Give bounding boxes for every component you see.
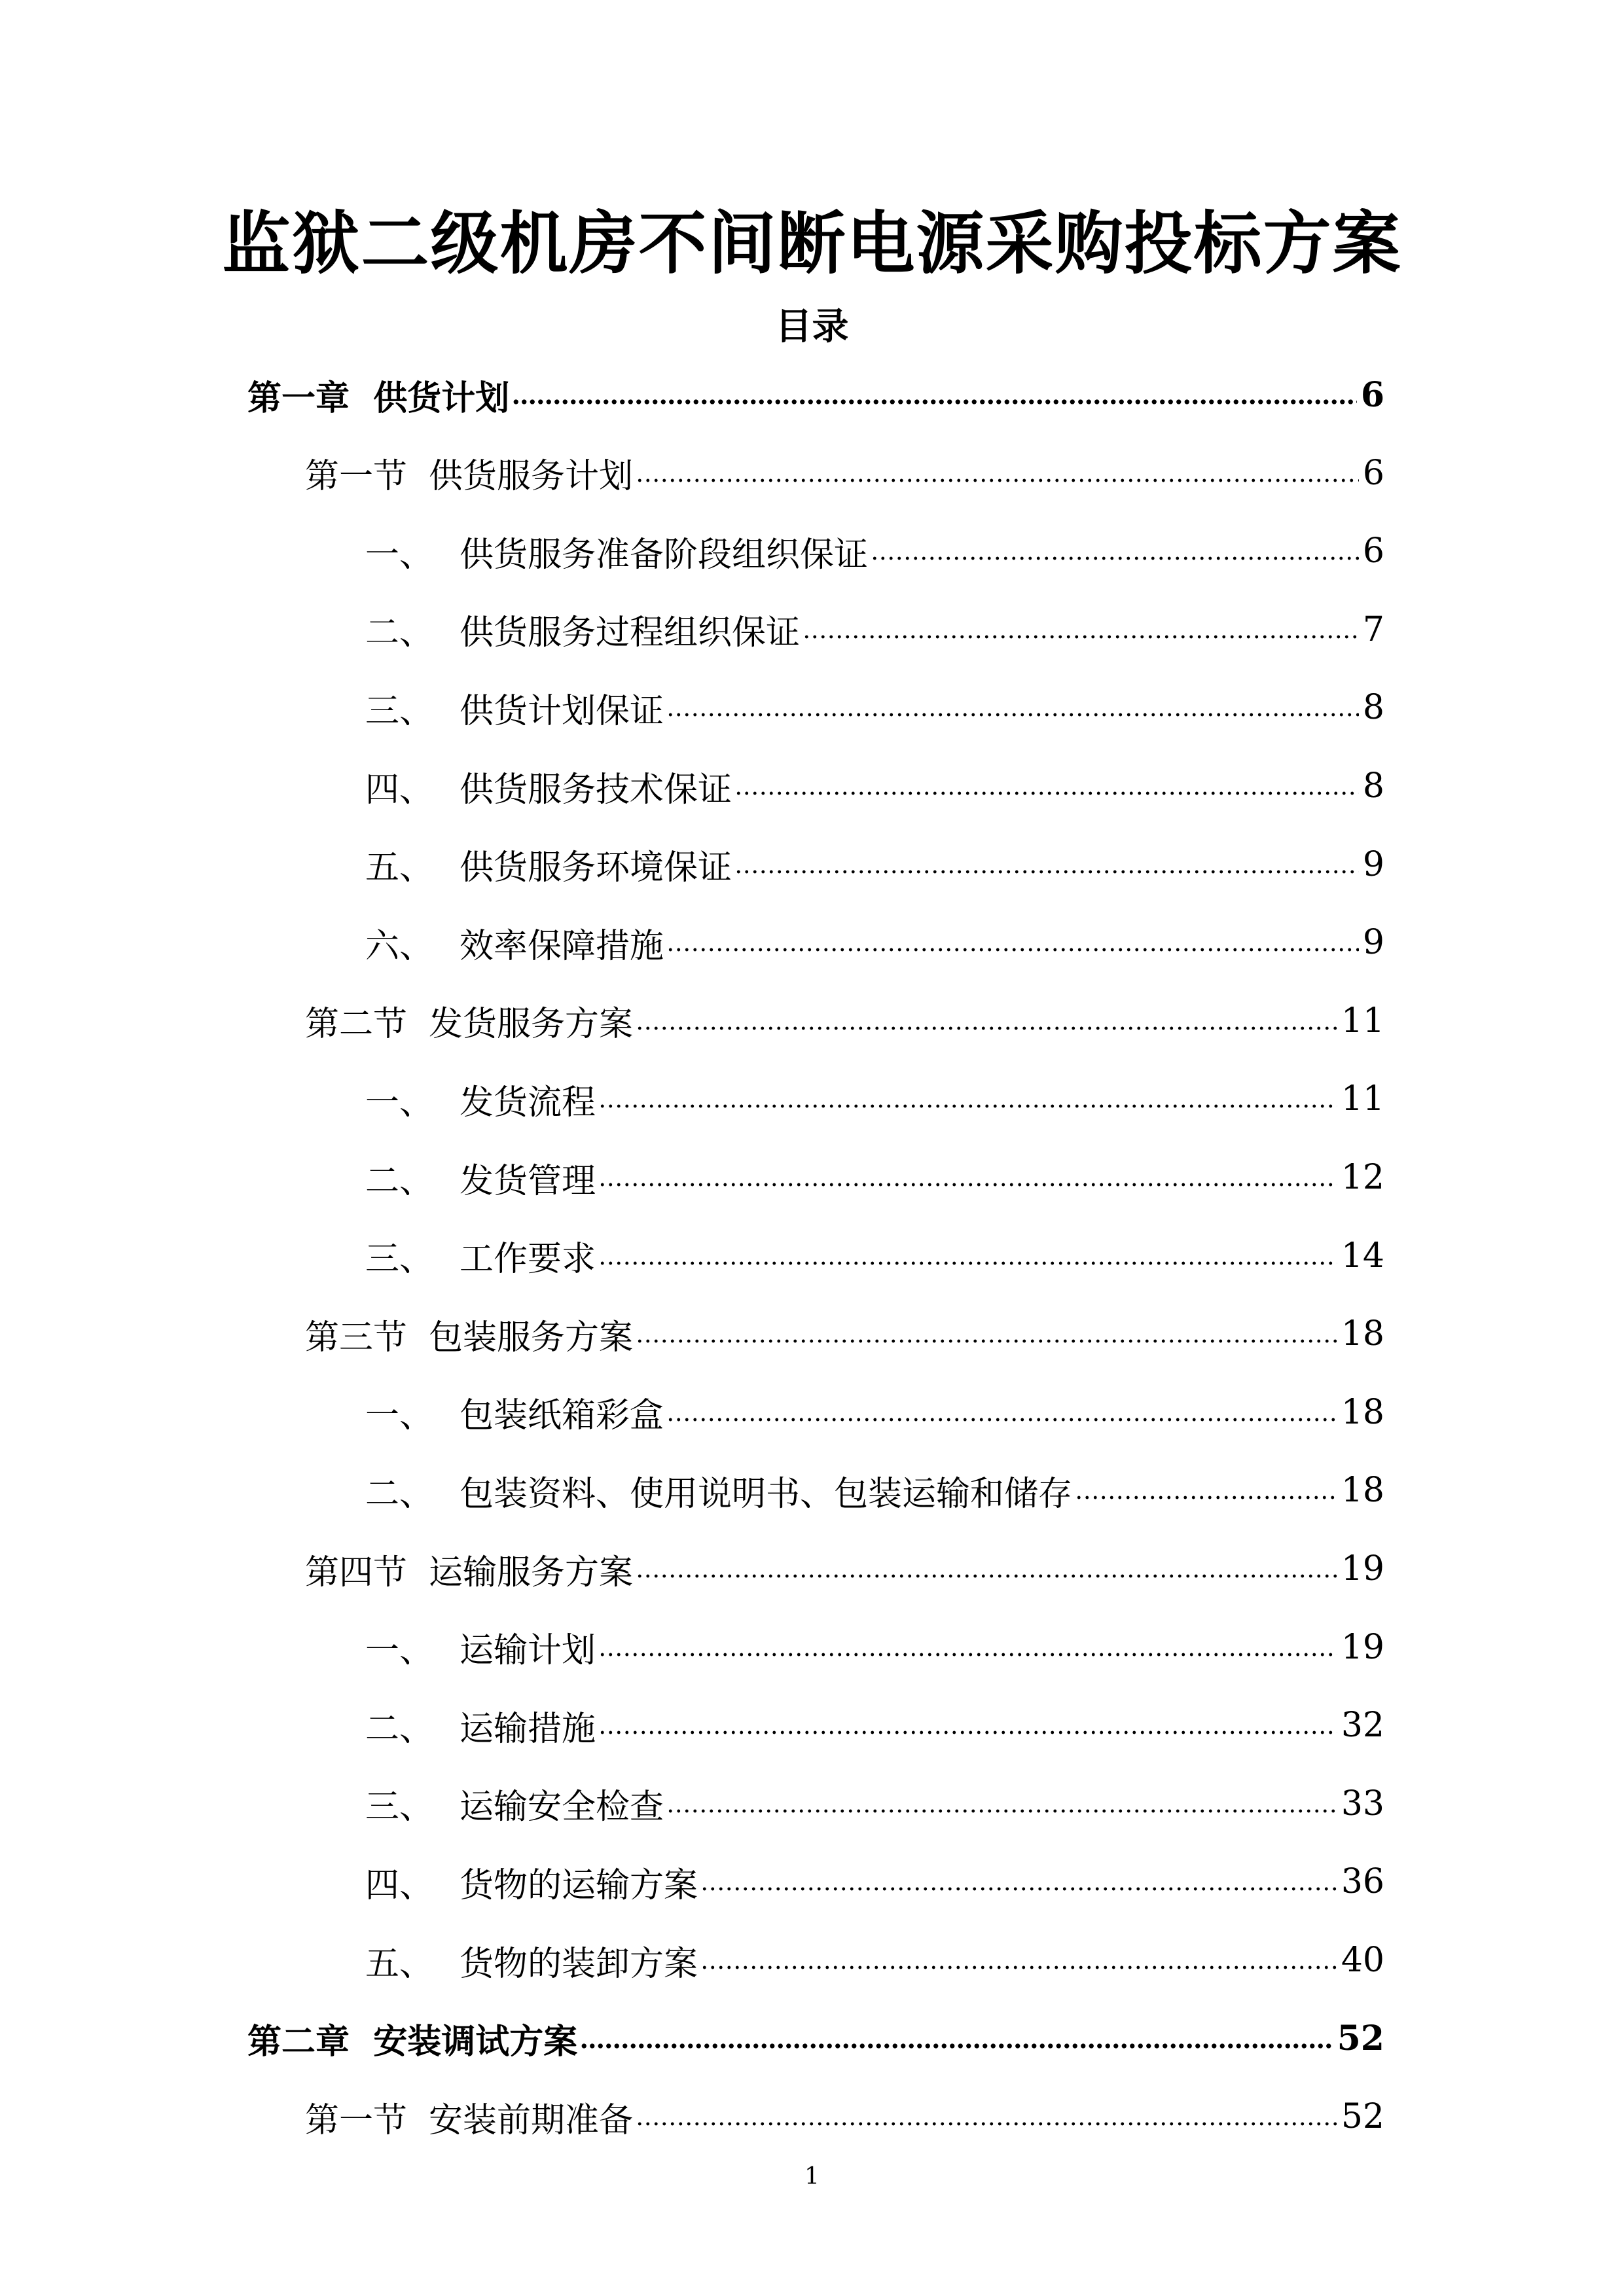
toc-entry-number: 五、 [365,1944,434,1984]
toc-entry-label: 运输措施 [460,1709,596,1749]
toc-entry-item[interactable] [365,1765,1384,1843]
toc-entry-number: 六、 [365,926,434,966]
toc-entry-label: 第四节 运输服务方案 [305,1552,634,1592]
dot-leader [636,2121,1337,2126]
dot-leader [636,478,1359,483]
toc-entry-page: 11 [1341,1079,1384,1119]
toc-entry-label: 包装纸箱彩盒 [460,1396,664,1436]
toc-entry-page: 52 [1341,2097,1384,2137]
document-title: 监狱二级机房不间断电源采购投标方案 [222,204,1402,283]
toc-entry-page: 18 [1341,1392,1384,1432]
toc-entry-label: 运输安全检查 [460,1787,664,1827]
dot-leader [666,947,1359,952]
toc-entry-number: 三、 [365,691,434,731]
toc-entry-page: 7 [1362,609,1384,649]
toc-entry-chapter[interactable] [247,2000,1384,2078]
dot-leader [598,1182,1337,1187]
toc-entry-label: 第一节 安装前期准备 [305,2100,634,2140]
toc-entry-item[interactable] [365,668,1384,747]
toc-entry-number: 三、 [365,1240,434,1280]
toc-entry-page: 6 [1362,453,1384,493]
toc-entry-item[interactable] [365,1608,1384,1687]
toc-entry-number: 一、 [365,1396,434,1436]
toc-entry-item[interactable] [365,1842,1384,1921]
dot-leader [700,1886,1337,1892]
toc-entry-label: 包装资料、使用说明书、包装运输和储存 [460,1474,1073,1514]
toc-entry-label: 货物的运输方案 [460,1865,698,1905]
toc-entry-item[interactable] [365,1921,1384,2000]
toc-entry-item[interactable] [365,1217,1384,1295]
toc-entry-label: 第二章 安装调试方案 [247,2022,578,2062]
toc-entry-section[interactable] [305,982,1384,1060]
toc-entry-label: 供货服务环境保证 [460,848,732,888]
toc-entry-item[interactable] [365,825,1384,904]
dot-leader [636,1573,1337,1579]
dot-leader [598,1730,1337,1735]
toc-entry-page: 9 [1362,923,1384,963]
toc-entry-page: 6 [1362,531,1384,571]
dot-leader [580,2043,1333,2049]
toc-entry-item[interactable] [365,747,1384,825]
toc-entry-item[interactable] [365,1373,1384,1452]
dot-leader [598,1103,1337,1109]
toc-entry-item[interactable] [365,1451,1384,1530]
dot-leader [734,869,1359,874]
toc-entry-page: 33 [1341,1784,1384,1823]
toc-entry-item[interactable] [365,590,1384,669]
page-number: 1 [804,2163,820,2190]
toc-entry-number: 二、 [365,1709,434,1749]
toc-entry-item[interactable] [365,903,1384,982]
dot-leader [871,556,1359,561]
dot-leader [803,634,1359,639]
toc-entry-section[interactable] [305,2077,1384,2156]
toc-entry-page: 32 [1341,1706,1384,1746]
dot-leader [666,1808,1337,1814]
toc-entry-label: 货物的装卸方案 [460,1944,698,1984]
toc-entry-number: 二、 [365,613,434,653]
toc-entry-page: 36 [1341,1862,1384,1902]
toc-entry-label: 运输计划 [460,1631,596,1671]
toc-entry-label: 第三节 包装服务方案 [305,1318,634,1357]
toc-entry-item[interactable] [365,1060,1384,1138]
dot-leader [636,1338,1337,1344]
toc-entry-label: 供货服务技术保证 [460,770,732,810]
toc-entry-number: 二、 [365,1161,434,1201]
toc-entry-page: 18 [1341,1314,1384,1354]
toc-entry-page: 8 [1362,688,1384,728]
toc-entry-item[interactable] [365,512,1384,590]
toc-entry-page: 8 [1362,766,1384,806]
toc-entry-label: 效率保障措施 [460,926,664,966]
toc-entry-number: 一、 [365,535,434,575]
toc-entry-page: 6 [1360,374,1384,415]
dot-leader [734,791,1359,796]
toc-entry-label: 第一章 供货计划 [247,378,510,418]
toc-entry-label: 供货服务过程组织保证 [460,613,801,653]
toc-entry-number: 五、 [365,848,434,888]
dot-leader [700,1965,1337,1970]
toc-entry-page: 18 [1341,1471,1384,1511]
toc-entry-number: 三、 [365,1787,434,1827]
toc-entry-item[interactable] [365,1686,1384,1765]
dot-leader [1075,1495,1337,1500]
dot-leader [598,1261,1337,1266]
toc-entry-item[interactable] [365,1138,1384,1217]
toc-entry-number: 一、 [365,1083,434,1122]
toc-entry-label: 工作要求 [460,1240,596,1280]
dot-leader [598,1652,1337,1657]
toc-entry-label: 供货服务准备阶段组织保证 [460,535,869,575]
toc-entry-page: 19 [1341,1549,1384,1588]
toc-entry-label: 发货管理 [460,1161,596,1201]
toc-entry-chapter[interactable] [247,355,1384,434]
toc-entry-number: 四、 [365,770,434,810]
toc-entry-section[interactable] [305,1295,1384,1373]
toc-entry-page: 11 [1341,1001,1384,1041]
toc-entry-page: 14 [1341,1236,1384,1276]
toc-entry-page: 40 [1341,1941,1384,1980]
toc-entry-label: 第二节 发货服务方案 [305,1005,634,1045]
toc-entry-label: 发货流程 [460,1083,596,1122]
dot-leader [666,712,1359,717]
toc-entry-label: 供货计划保证 [460,691,664,731]
dot-leader [636,1026,1337,1031]
dot-leader [512,399,1357,404]
toc-entry-page: 12 [1341,1158,1384,1197]
toc-entry-section[interactable] [305,1530,1384,1608]
toc-entry-page: 52 [1337,2018,1384,2059]
toc-entry-number: 二、 [365,1474,434,1514]
toc-entry-page: 19 [1341,1627,1384,1667]
toc-entry-number: 一、 [365,1631,434,1671]
toc-entry-section[interactable] [305,434,1384,512]
toc-entry-page: 9 [1362,844,1384,884]
toc-entry-label: 第一节 供货服务计划 [305,457,634,497]
toc-entry-number: 四、 [365,1865,434,1905]
dot-leader [666,1417,1337,1422]
toc-heading: 目录 [775,306,849,348]
